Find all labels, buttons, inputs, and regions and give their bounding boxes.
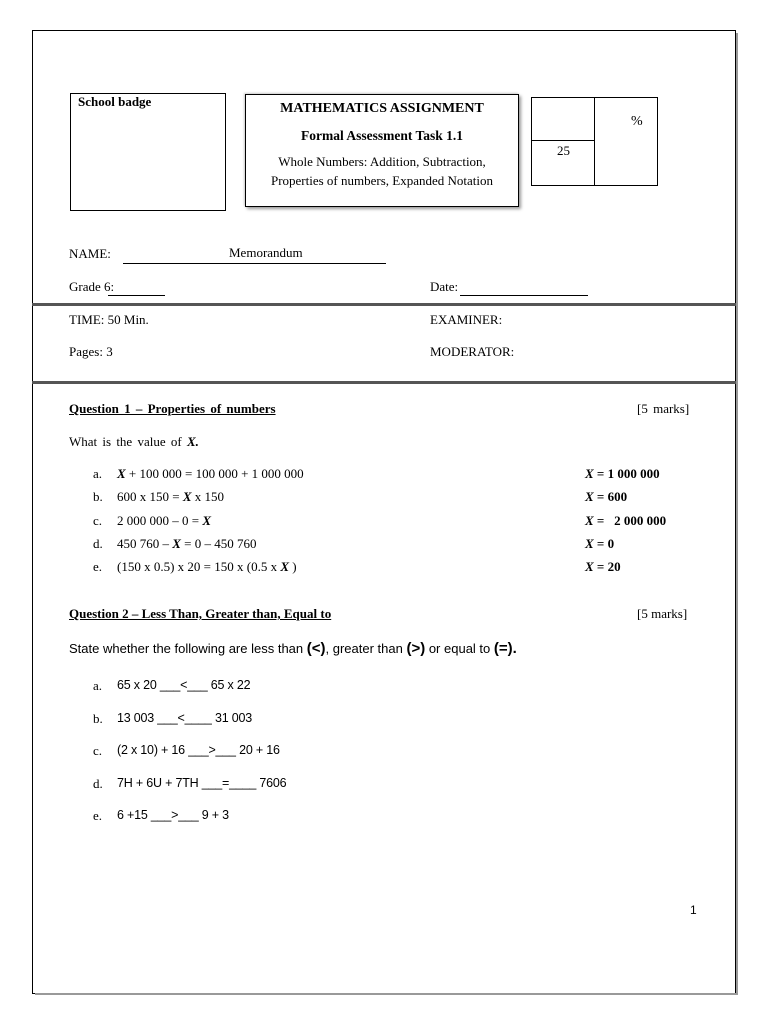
assignment-title: MATHEMATICS ASSIGNMENT [280, 101, 484, 116]
page-number: 1 [690, 903, 697, 917]
question-2-intro: State whether the following are less than (<), greater than (>) or equal to (=). [69, 640, 517, 657]
greater-than-symbol: (>) [406, 640, 426, 657]
q1-item-d-letter: d. [93, 536, 103, 551]
q1-item-a-text: X + 100 000 = 100 000 + 1 000 000 [117, 466, 304, 481]
marks-box-fraction-line [531, 140, 595, 141]
q1-item-c-answer: X = 2 000 000 [585, 513, 667, 528]
topics-line-1: Whole Numbers: Addition, Subtraction, [278, 154, 486, 169]
name-value: Memorandum [229, 245, 303, 260]
page-shadow-right [736, 33, 738, 995]
grade-underline [108, 295, 165, 296]
q2-item-d-text: 7H + 6U + 7TH ___=____ 7606 [117, 776, 287, 790]
grade-label: Grade 6: [69, 279, 115, 294]
examiner-label: EXAMINER: [430, 312, 503, 327]
question-1-intro-text: What is the value of [69, 434, 182, 449]
q2-item-e-letter: e. [93, 808, 103, 823]
school-badge-box [70, 93, 226, 211]
school-badge-label: School badge [78, 94, 152, 109]
q1-item-e-answer: X = 20 [585, 559, 621, 574]
q1-item-b-answer: X = 600 [585, 489, 628, 504]
equal-symbol: (=). [493, 640, 517, 657]
q1-item-b-text: 600 x 150 = X x 150 [117, 489, 225, 504]
marks-percent: % [631, 114, 643, 129]
q2-item-e-text: 6 +15 ___>___ 9 + 3 [117, 808, 229, 822]
pages-label: Pages: 3 [69, 344, 113, 359]
marks-total: 25 [557, 143, 570, 158]
question-2-heading: Question 2 – Less Than, Greater than, Equal to [69, 606, 332, 621]
q2-item-b-letter: b. [93, 711, 103, 726]
separator-bottom [32, 381, 736, 384]
question-1-intro-var: X. [186, 434, 199, 449]
q1-item-b-letter: b. [93, 489, 103, 504]
marks-box-divider [594, 97, 595, 186]
name-label: NAME: [69, 246, 111, 261]
moderator-label: MODERATOR: [430, 344, 515, 359]
q2-item-c-text: (2 x 10) + 16 ___>___ 20 + 16 [117, 743, 280, 757]
q1-item-e-letter: e. [93, 559, 103, 574]
q2-item-b-text: 13 003 ___<____ 31 003 [117, 711, 252, 725]
question-1-intro [69, 434, 199, 450]
q2-item-c-letter: c. [93, 743, 103, 758]
time-label: TIME: 50 Min. [69, 312, 149, 327]
question-1-heading: Question 1 – Properties of numbers [69, 401, 276, 416]
assessment-subtitle: Formal Assessment Task 1.1 [300, 128, 464, 143]
separator-top [32, 303, 736, 306]
q1-item-a-letter: a. [93, 466, 103, 481]
page-shadow [35, 993, 738, 995]
q1-item-e-text: (150 x 0.5) x 20 = 150 x (0.5 x X ) [117, 559, 297, 574]
topics-line-2: Properties of numbers, Expanded Notation [270, 173, 494, 188]
q2-item-a-letter: a. [93, 678, 103, 693]
date-underline [460, 295, 588, 296]
question-1-marks: [5 marks] [637, 401, 690, 416]
q2-item-d-letter: d. [93, 776, 103, 791]
q1-item-d-answer: X = 0 [585, 536, 615, 551]
less-than-symbol: (<) [306, 640, 326, 657]
q1-item-a-answer: X = 1 000 000 [585, 466, 660, 481]
q1-item-c-letter: c. [93, 513, 103, 528]
name-underline [123, 263, 386, 264]
date-label: Date: [430, 279, 459, 294]
q2-item-a-text: 65 x 20 ___<___ 65 x 22 [117, 678, 251, 692]
question-2-marks: [5 marks] [637, 606, 688, 621]
q1-item-c-text: 2 000 000 – 0 = X [117, 513, 212, 528]
q1-item-d-text: 450 760 – X = 0 – 450 760 [117, 536, 257, 551]
